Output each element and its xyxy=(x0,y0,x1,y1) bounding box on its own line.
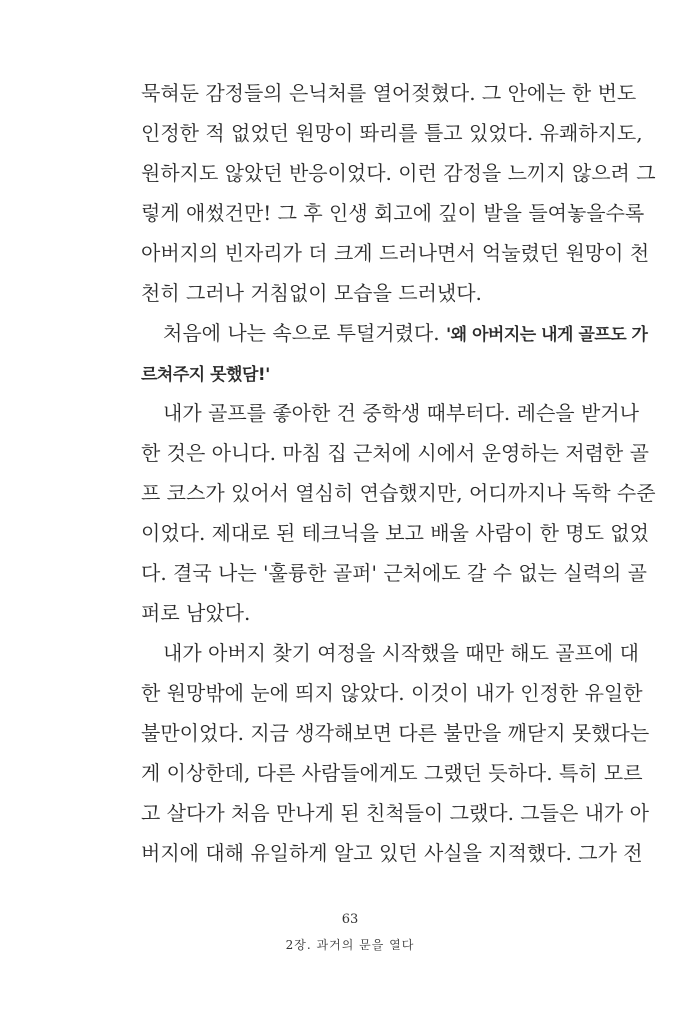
body-line-with-emphasis xyxy=(141,318,648,350)
emphasis-text: 르쳐주지 못했담!' xyxy=(141,365,270,385)
body-line: 게 이상한데, 다른 사람들에게도 그랬던 듯하다. 특히 모르 xyxy=(141,761,643,785)
page-number: 63 xyxy=(341,912,359,927)
body-line: 한 것은 아니다. 마침 집 근처에 시에서 운영하는 저렴한 골 xyxy=(141,441,649,465)
body-line: 묵혀둔 감정들의 은닉처를 열어젖혔다. 그 안에는 한 번도 xyxy=(141,81,637,105)
body-line: 프 코스가 있어서 열심히 연습했지만, 어디까지나 독학 수준 xyxy=(141,481,656,505)
body-line: 버지에 대해 유일하게 알고 있던 사실을 지적했다. 그가 전 xyxy=(141,841,643,865)
body-line: 아버지의 빈자리가 더 크게 드러나면서 억눌렸던 원망이 천 xyxy=(141,241,650,265)
emphasis-text: '왜 아버지는 내게 골프도 가 xyxy=(445,325,648,345)
body-line: 내가 아버지 찾기 여정을 시작했을 때만 해도 골프에 대 xyxy=(163,641,639,665)
body-line: 이었다. 제대로 된 테크닉을 보고 배울 사람이 한 명도 없었 xyxy=(141,521,649,545)
body-line: 원하지도 않았던 반응이었다. 이런 감정을 느끼지 않으려 그 xyxy=(141,161,656,185)
emphasis-line xyxy=(141,358,613,390)
body-text: 처음에 나는 속으로 투덜거렸다. xyxy=(163,321,440,345)
body-line: 천히 그러나 거침없이 모습을 드러냈다. xyxy=(141,281,482,305)
body-line: 한 원망밖에 눈에 띄지 않았다. 이것이 내가 인정한 유일한 xyxy=(141,681,643,705)
body-line: 고 살다가 처음 만나게 된 친척들이 그랬다. 그들은 내가 아 xyxy=(141,801,649,825)
body-line: 퍼로 남았다. xyxy=(141,601,251,625)
body-line: 내가 골프를 좋아한 건 중학생 때부터다. 레슨을 받거나 xyxy=(163,401,639,425)
body-line: 다. 결국 나는 '훌륭한 골퍼' 근처에도 갈 수 없는 실력의 골 xyxy=(141,561,647,585)
chapter-title: 2장. 과거의 문을 열다 xyxy=(285,938,415,952)
body-line: 인정한 적 없었던 원망이 똬리를 틀고 있었다. 유쾌하지도, xyxy=(141,121,643,145)
body-line: 렇게 애썼건만! 그 후 인생 회고에 깊이 발을 들여놓을수록 xyxy=(141,201,645,225)
body-line: 불만이었다. 지금 생각해보면 다른 불만을 깨닫지 못했다는 xyxy=(141,721,650,745)
